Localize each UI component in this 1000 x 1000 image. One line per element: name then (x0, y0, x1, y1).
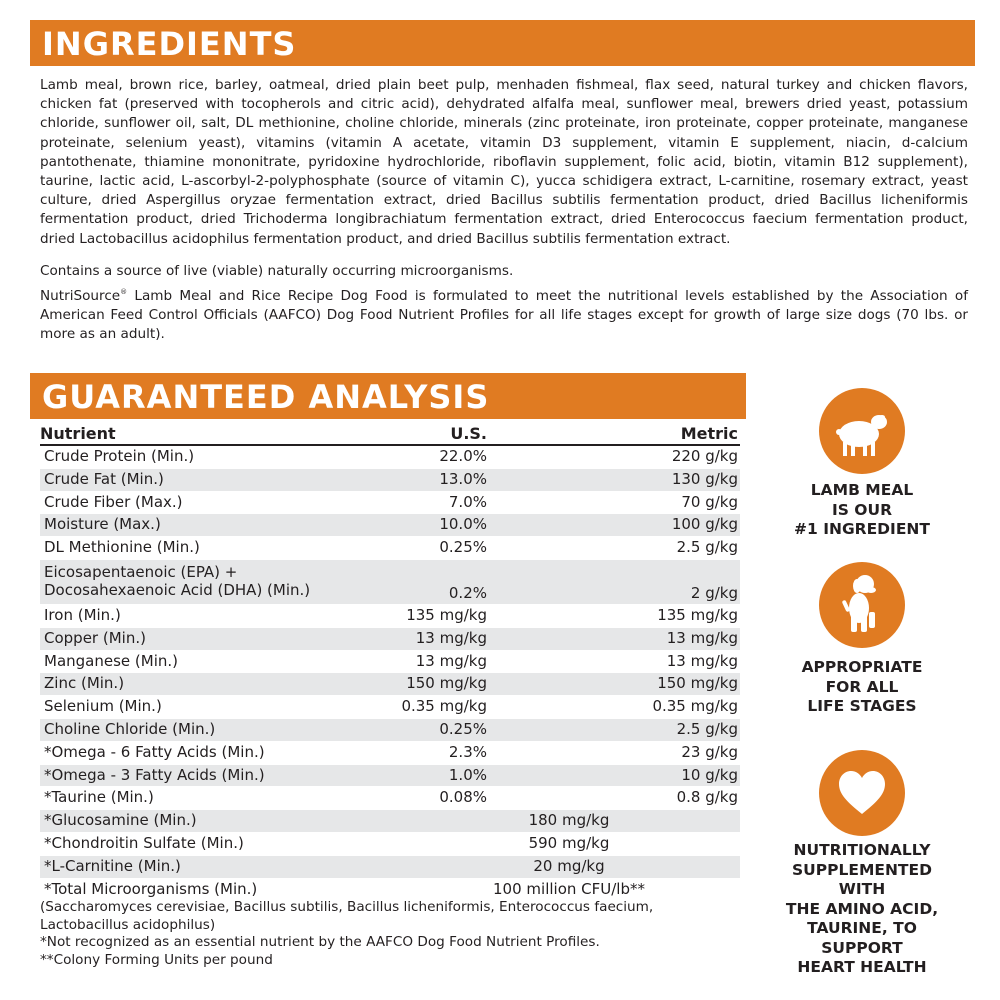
column-us: U.S. (450, 424, 487, 443)
ingredients-heading: INGREDIENTS (30, 20, 975, 66)
puppy-icon (819, 562, 905, 648)
nutrient-name: *Omega - 6 Fatty Acids (Min.) (44, 742, 265, 761)
formulation-statement (40, 287, 968, 345)
table-row (40, 651, 740, 674)
table-row (40, 673, 740, 696)
us-value: 13 mg/kg (415, 651, 487, 670)
nutrient-name: *Glucosamine (Min.) (44, 811, 197, 830)
footnotes (40, 899, 740, 969)
table-header (40, 423, 740, 446)
guaranteed-analysis-table (40, 423, 740, 901)
table-row (40, 628, 740, 651)
table-row (40, 696, 740, 719)
live-microorganisms-note: Contains a source of live (viable) naturally occurring microorganisms. (40, 263, 514, 279)
metric-value: 135 mg/kg (657, 605, 738, 624)
metric-value: 100 g/kg (671, 515, 738, 534)
nutrient-name: Choline Chloride (Min.) (44, 719, 216, 738)
nutrient-name (40, 560, 400, 604)
table-row (40, 719, 740, 742)
us-value: 13.0% (439, 469, 487, 488)
feature-line: SUPPLEMENTED WITH (792, 860, 932, 898)
feature-line: THE AMINO ACID, (785, 899, 939, 918)
metric-value: 10 g/kg (681, 765, 738, 784)
table-row (40, 856, 740, 879)
us-value: 0.2% (448, 583, 487, 602)
metric-value: 0.35 mg/kg (652, 697, 738, 716)
nutrient-name: DL Methionine (Min.) (44, 538, 200, 557)
us-value: 0.25% (439, 719, 487, 738)
nutrient-name: Selenium (Min.) (44, 697, 162, 716)
nutrient-name: Moisture (Max.) (44, 515, 161, 534)
us-value: 2.3% (448, 742, 487, 761)
nutrient-name: *Taurine (Min.) (44, 788, 154, 807)
aafco-footnote: *Not recognized as an essential nutrient by the AAFCO Dog Food Nutrient Profiles. (40, 934, 600, 950)
nutrient-name: *Omega - 3 Fatty Acids (Min.) (44, 765, 265, 784)
feature-life-stages (770, 658, 954, 717)
metric-value: 130 g/kg (671, 469, 738, 488)
nutrient-name-line: Eicosapentaenoic (EPA) + (44, 562, 238, 581)
feature-line: APPROPRIATE (801, 658, 923, 676)
metric-value: 2.5 g/kg (676, 538, 738, 557)
nutrient-name: *L-Carnitine (Min.) (44, 856, 181, 875)
lamb-icon (819, 388, 905, 474)
us-value: 13 mg/kg (415, 628, 487, 647)
heart-icon (819, 750, 905, 836)
table-row (40, 560, 740, 605)
table-row (40, 514, 740, 537)
feature-line: LAMB MEAL (810, 481, 914, 499)
us-value: 0.08% (439, 788, 487, 807)
ingredients-text: Lamb meal, brown rice, barley, oatmeal, dried plain beet pulp, menhaden fishmeal, flax seed, natural turkey and chicken flavors, chicken fat (preserved with tocopherols and citric acid), dehydrated alfalfa meal, sunflower meal, brewers dried yeast, potassium chloride, sunflower oil, salt, DL methionine, choline chloride, minerals (zinc proteinate, iron proteinate, copper proteinate, manganese proteinate, selenium yeast), vitamins (vitamin A acetate, vitamin D3 supplement, vitamin E supplement, niacin, d-calcium pantothenate, thiamine mononitrate, pyridoxine hydrochloride, riboflavin supplement, folic acid, biotin, vitamin B12 supplement), taurine, lactic acid, L-ascorbyl-2-polyphosphate (source of vitamin C), yucca schidigera extract, L-carnitine, rosemary extract, yeast culture, dried Aspergillus oryzae fermentation extract, dried Bacillus subtilis fermentation product, dried Bacillus licheniformis fermentation product, dried Trichoderma longibrachiatum fermentation extract, dried Enterococcus faecium fermentation product, dried Lactobacillus acidophilus fermentation product, and dried Bacillus subtilis fermentation extract. (40, 77, 968, 247)
combined-value: 20 mg/kg (533, 856, 605, 875)
us-value: 7.0% (448, 492, 487, 511)
table-row (40, 787, 740, 810)
nutrient-name: Manganese (Min.) (44, 651, 178, 670)
metric-value: 220 g/kg (671, 447, 738, 465)
combined-value: 100 million CFU/lb** (493, 879, 645, 898)
nutrient-name: *Total Microorganisms (Min.) (44, 879, 258, 898)
feature-line: HEART HEALTH (797, 958, 927, 976)
table-row (40, 469, 740, 492)
feature-taurine-heart-health (770, 841, 954, 978)
feature-line: NUTRITIONALLY (793, 841, 931, 859)
table-row (40, 446, 740, 469)
metric-value: 0.8 g/kg (676, 788, 738, 807)
column-nutrient: Nutrient (40, 424, 116, 443)
guaranteed-analysis-heading: GUARANTEED ANALYSIS (30, 373, 746, 419)
metric-value: 13 mg/kg (666, 628, 738, 647)
metric-value: 13 mg/kg (666, 651, 738, 670)
feature-line: LIFE STAGES (807, 697, 917, 715)
nutrient-name: Crude Fiber (Max.) (44, 492, 183, 511)
table-row (40, 537, 740, 560)
feature-line: TAURINE, TO SUPPORT (807, 919, 917, 957)
nutrient-name: Crude Protein (Min.) (44, 447, 195, 465)
table-row (40, 810, 740, 833)
table-row (40, 765, 740, 788)
metric-value: 23 g/kg (681, 742, 738, 761)
nutrient-name: Iron (Min.) (44, 605, 121, 624)
cfu-footnote: **Colony Forming Units per pound (40, 951, 273, 968)
metric-value: 2.5 g/kg (676, 719, 738, 738)
combined-value: 590 mg/kg (528, 833, 610, 852)
feature-line: FOR ALL (825, 677, 899, 696)
nutrient-name: Copper (Min.) (44, 628, 146, 647)
metric-value: 2 g/kg (690, 583, 738, 602)
us-value: 150 mg/kg (406, 674, 487, 693)
table-row (40, 605, 740, 628)
nutrient-name: *Chondroitin Sulfate (Min.) (44, 833, 244, 852)
table-row (40, 742, 740, 765)
brand-name: NutriSource (40, 288, 121, 304)
feature-line: IS OUR (831, 500, 893, 519)
formulation-text: Lamb Meal and Rice Recipe Dog Food is formulated to meet the nutritional levels established by the Association of American Feed Control Officials (AAFCO) Dog Food Nutrient Profiles for all life stages except for growth of large size dogs (70 lbs. or more as an adult). (40, 288, 968, 343)
nutrient-name-line: Docosahexaenoic Acid (DHA) (Min.) (44, 580, 311, 599)
nutrient-name: Zinc (Min.) (44, 674, 125, 693)
us-value: 10.0% (439, 515, 487, 534)
registered-mark: ® (120, 288, 128, 296)
table-row (40, 879, 740, 902)
us-value: 1.0% (448, 765, 487, 784)
table-row (40, 492, 740, 515)
us-value: 22.0% (439, 447, 487, 465)
us-value: 135 mg/kg (406, 605, 487, 624)
us-value: 0.25% (439, 538, 487, 557)
nutrient-name: Crude Fat (Min.) (44, 469, 164, 488)
feature-line: #1 INGREDIENT (794, 520, 930, 538)
combined-value: 180 mg/kg (528, 811, 610, 830)
metric-value: 70 g/kg (681, 492, 738, 511)
metric-value: 150 mg/kg (657, 674, 738, 693)
table-row (40, 833, 740, 856)
feature-lamb-meal (770, 481, 954, 540)
us-value: 0.35 mg/kg (401, 697, 487, 716)
column-metric: Metric (680, 424, 738, 443)
microorganism-list: (Saccharomyces cerevisiae, Bacillus subtilis, Bacillus licheniformis, Enterococcus faecium, Lactobacillus acidophilus) (40, 899, 654, 933)
